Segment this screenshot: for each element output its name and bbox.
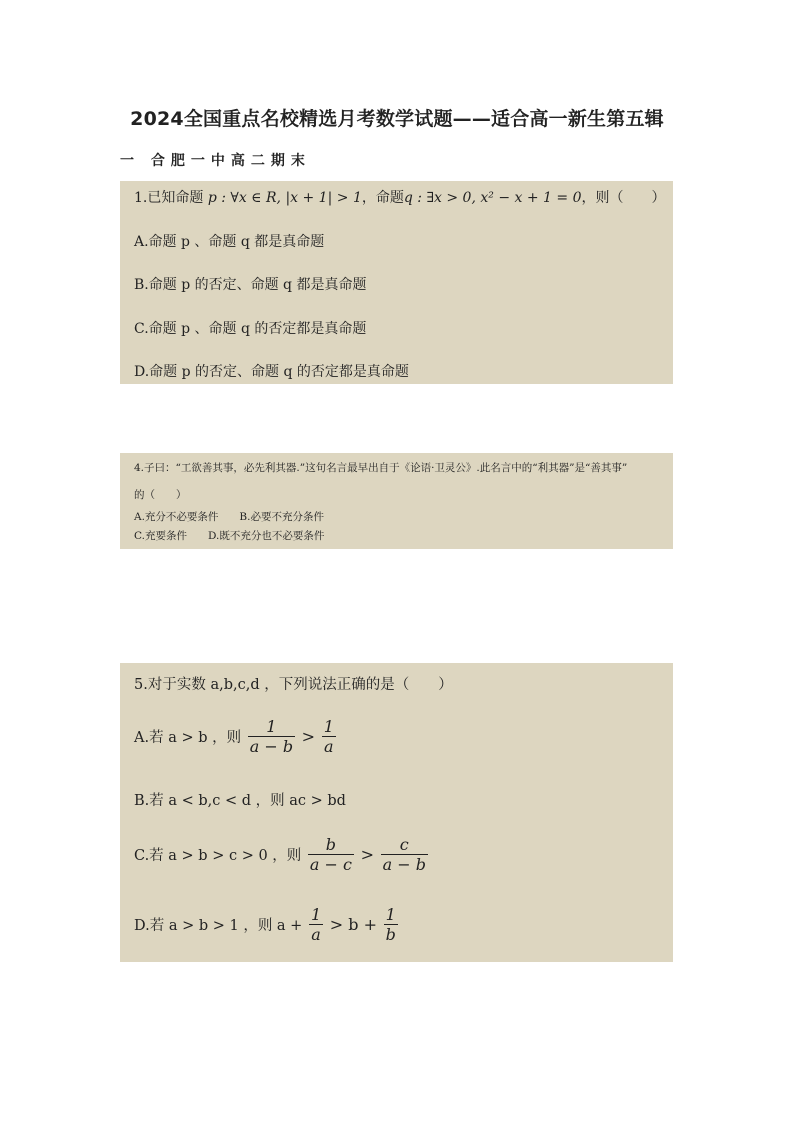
page-title: 2024全国重点名校精选月考数学试题——适合高一新生第五辑 bbox=[130, 108, 664, 130]
q1-stem-prefix: 1.已知命题 bbox=[134, 190, 204, 206]
q5-c-frac1-den: a − c bbox=[309, 855, 352, 874]
q5-d-fraction-1 bbox=[309, 905, 323, 944]
q1-stem-sep: ，命题 bbox=[361, 190, 404, 206]
q5-c-fraction-2 bbox=[381, 835, 428, 874]
q5-d-frac1-num: 1 bbox=[310, 905, 322, 924]
q4-stem-line-1: 4.子曰：“工欲善其事，必先利其器.”这句名言最早出自于《论语·卫灵公》.此名言中的“利其器”是“善其事” bbox=[134, 462, 628, 474]
q5-a-fraction-1 bbox=[248, 717, 295, 756]
q5-a-frac2-den: a bbox=[322, 736, 336, 756]
q5-a-frac1-num: 1 bbox=[266, 717, 277, 736]
q4-options-line-2: C.充要条件 D.既不充分也不必要条件 bbox=[134, 530, 325, 542]
q1-option-a: A.命题 p 、命题 q 都是真命题 bbox=[134, 234, 325, 250]
q1-proposition-p: p : ∀x ∈ R, |x + 1| > 1 bbox=[207, 190, 362, 206]
q5-c-fraction-1 bbox=[308, 835, 354, 874]
q1-option-c: C.命题 p 、命题 q 的否定都是真命题 bbox=[134, 321, 367, 337]
q5-d-fraction-2 bbox=[384, 905, 398, 944]
q5-c-operator: > bbox=[360, 845, 374, 864]
q1-stem-suffix: ，则（ ） bbox=[581, 190, 666, 206]
q4-stem-line-2: 的（ ） bbox=[134, 489, 187, 501]
q1-option-d: D.命题 p 的否定、命题 q 的否定都是真命题 bbox=[134, 364, 409, 380]
q5-option-a bbox=[134, 717, 338, 756]
q5-a-operator: > bbox=[301, 727, 316, 746]
q1-option-b: B.命题 p 的否定、命题 q 都是真命题 bbox=[134, 277, 367, 293]
q5-d-operator: > b + bbox=[329, 915, 377, 934]
question-1-stem bbox=[134, 187, 665, 207]
q5-d-frac2-den: b bbox=[385, 925, 396, 944]
q5-c-frac2-den: a − b bbox=[382, 855, 426, 874]
q5-stem: 5.对于实数 a,b,c,d ，下列说法正确的是（ ） bbox=[134, 677, 453, 693]
question-4-box bbox=[120, 453, 673, 549]
q5-option-c bbox=[134, 835, 430, 874]
q5-d-frac1-den: a bbox=[309, 924, 323, 944]
section-title: 一 合肥一中高二期末 bbox=[120, 153, 311, 169]
question-1-box bbox=[120, 181, 673, 384]
q5-a-frac1-den: a − b bbox=[249, 737, 294, 756]
q5-a-frac2-num: 1 bbox=[323, 717, 334, 736]
q1-proposition-q: q : ∃x > 0, x² − x + 1 = 0 bbox=[403, 190, 582, 206]
q5-c-prefix: C.若 a > b > c > 0 ，则 bbox=[134, 848, 302, 864]
q5-a-prefix: A.若 a > b ，则 bbox=[134, 730, 242, 746]
q5-c-frac1-num: b bbox=[325, 835, 337, 854]
q5-c-frac2-num: c bbox=[399, 835, 409, 854]
q5-a-fraction-2 bbox=[322, 717, 336, 756]
q5-option-b: B.若 a < b,c < d ，则 ac > bd bbox=[134, 793, 346, 809]
q5-d-prefix: D.若 a > b > 1 ，则 a + bbox=[134, 918, 303, 934]
q5-d-frac2-num: 1 bbox=[385, 905, 396, 924]
question-5-box bbox=[120, 663, 673, 962]
q5-option-d bbox=[134, 905, 400, 944]
q4-options-line-1: A.充分不必要条件 B.必要不充分条件 bbox=[134, 511, 324, 523]
